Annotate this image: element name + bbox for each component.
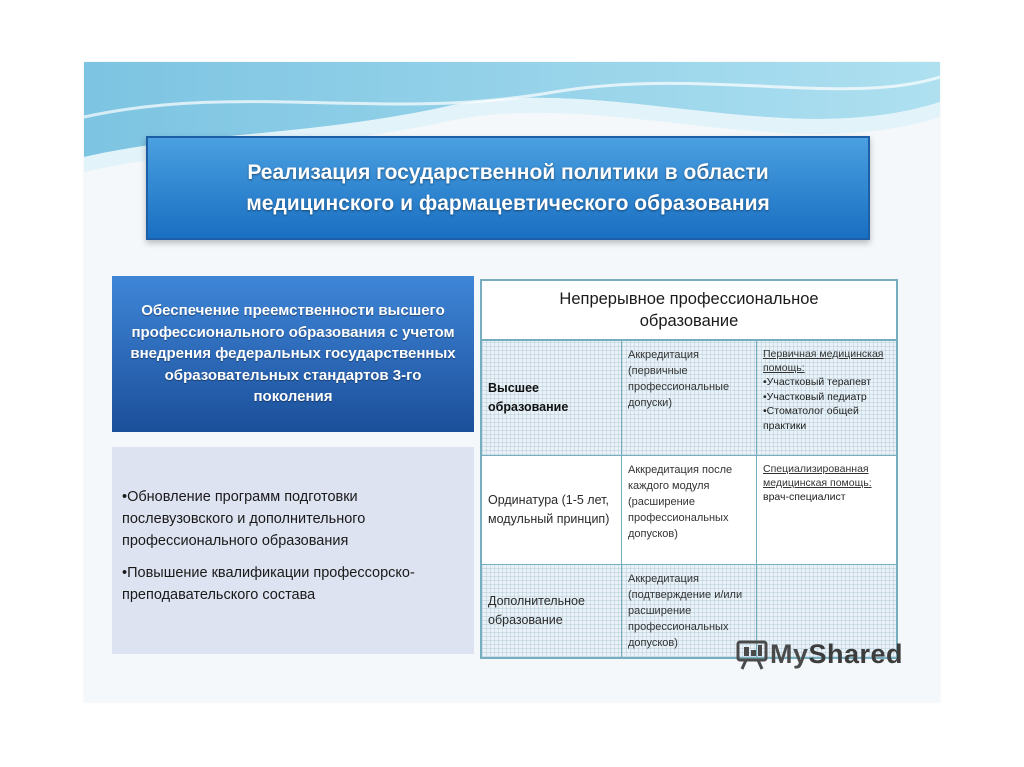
table-cell-lead — [482, 565, 622, 657]
row-right-title: Первичная медицинская помощь: — [763, 348, 884, 374]
row-right-title: Специализированная медицинская помощь: — [763, 463, 872, 489]
slide — [84, 62, 940, 702]
row-right-item: врач-специалист — [763, 491, 846, 503]
row-right-item: •Стоматолог общей практики — [763, 405, 859, 432]
title-box — [146, 136, 870, 240]
table-cell-lead — [482, 456, 622, 565]
row-middle-text: Аккредитация (первичные профессиональные допуски) — [628, 349, 730, 409]
row-right-item: •Участковый терапевт — [763, 376, 872, 388]
row-middle-text: Аккредитация после каждого модуля (расширение профессиональных допусков) — [628, 464, 733, 540]
table-header — [482, 281, 896, 341]
left-item: •Повышение квалификации профессорско-преподавательского состава — [122, 564, 415, 603]
row-right-item: •Участковый педиатр — [763, 390, 867, 403]
table-cell-middle — [622, 456, 757, 565]
slide-title: Реализация государственной политики в области медицинского и фармацевтического образования — [246, 161, 770, 215]
row-middle-text: Аккредитация (подтверждение и/или расширение профессиональных допусков) — [628, 573, 743, 649]
left-body-box — [112, 447, 474, 654]
left-header-text: Обеспечение преемственности высшего профессионального образования с учетом внедрения федеральных государственных образовательных стандартов 3-го поколения — [130, 302, 456, 406]
row-lead-label: Ординатура (1-5 лет, модульный принцип) — [488, 493, 610, 526]
table-cell-right — [757, 456, 896, 565]
table-cell-lead — [482, 341, 622, 456]
watermark-text-shared: Shared — [808, 638, 904, 669]
myshared-watermark — [736, 636, 903, 672]
presentation-board-icon — [736, 638, 770, 670]
table-cell-middle — [622, 341, 757, 456]
row-lead-label: Дополнительное образование — [488, 594, 585, 627]
left-header-box — [112, 276, 474, 432]
left-item: •Обновление программ подготовки послевузовского и дополнительного профессионального образования — [122, 488, 366, 549]
table-cell-right — [757, 341, 896, 456]
education-table — [480, 279, 898, 659]
watermark-text — [770, 639, 903, 670]
watermark-text-my: My — [770, 638, 809, 669]
table-header-text: Непрерывное профессиональное образование — [559, 290, 819, 330]
row-lead-label: Высшее образование — [488, 381, 569, 414]
